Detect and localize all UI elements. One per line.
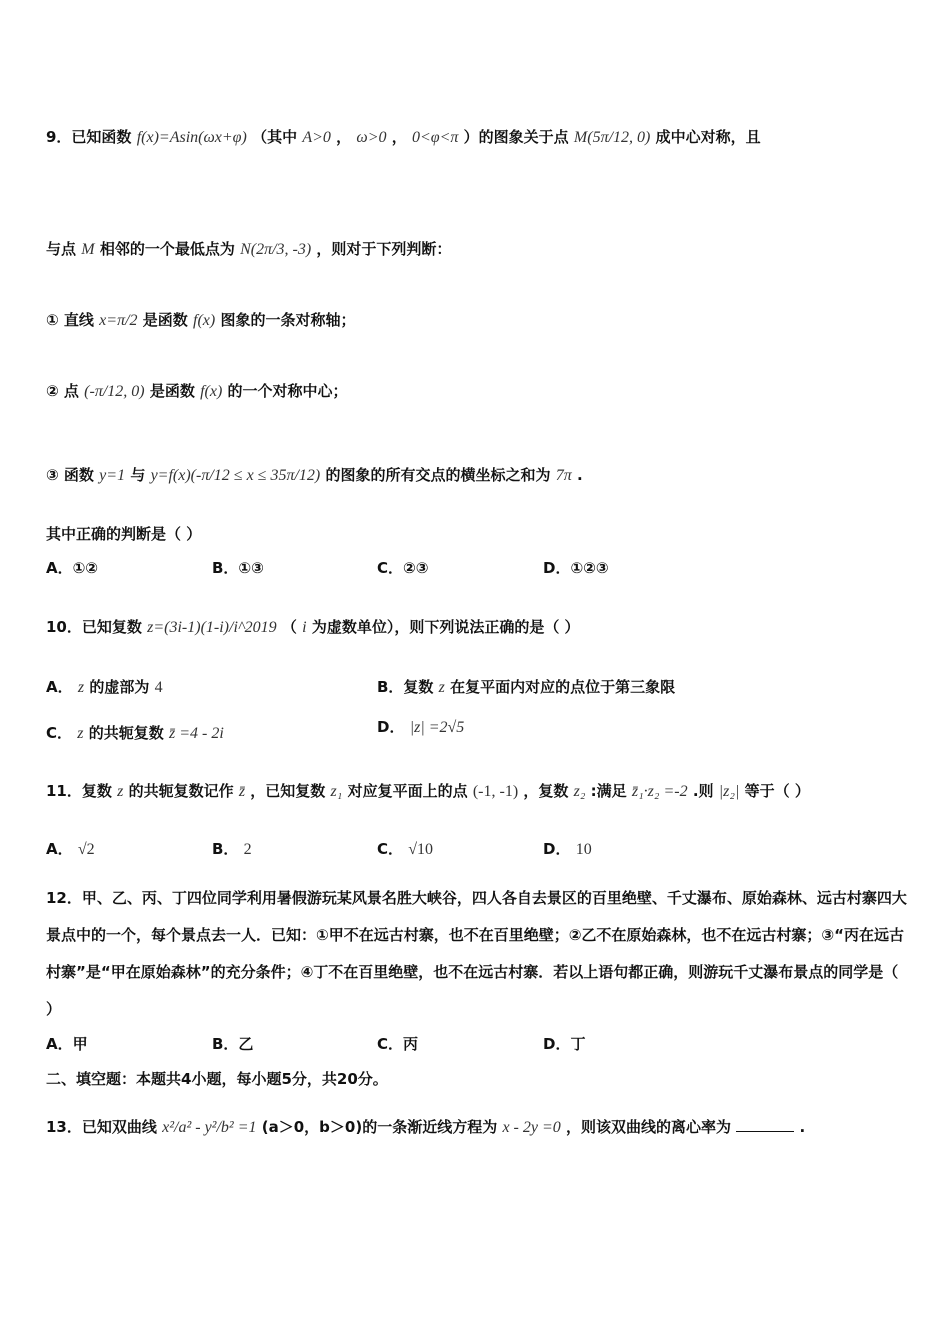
q10-end: 为虚数单位），则下列说法正确的是（ ） (311, 618, 580, 636)
q9-lowest-text: 相邻的一个最低点为 (99, 240, 235, 258)
q11-z1: z₁ (330, 783, 343, 800)
q13-hyperbola-eq: x²/a² - y²/b² =1 (162, 1119, 257, 1136)
q11-option-a-value: √2 (77, 841, 95, 858)
q11-known: ，已知复数 (250, 782, 326, 800)
q11-satisfy: :满足 (590, 782, 627, 800)
q9-judgement-text: ，则对于下列判断： (316, 240, 452, 258)
q9-option-a: A．①② (46, 559, 99, 577)
q11-option-d (543, 838, 592, 861)
q10-option-a-text: 的虚部为 (89, 678, 150, 696)
q9-intro: 9．已知函数 (46, 128, 132, 146)
q9-option-c: C．②③ (377, 559, 429, 577)
q11-equals: 等于（ ） (744, 782, 810, 800)
q11-point-text: 对应复平面上的点 (347, 782, 468, 800)
q10-intro: 10．已知复数 (46, 618, 142, 636)
q9-item3 (46, 464, 583, 487)
q9-item1 (46, 309, 355, 332)
q9-m-label: M (81, 241, 95, 258)
q10-option-c (46, 722, 224, 745)
q9-item1-end: 图象的一条对称轴； (220, 311, 356, 329)
q12-option-d: D．丁 (543, 1035, 586, 1053)
q12-option-c: C．丙 (377, 1035, 419, 1053)
q13-period: . (799, 1118, 806, 1136)
q9-item3-sum-text: 的图象的所有交点的横坐标之和为 (325, 466, 551, 484)
q9-option-b: B．①③ (212, 559, 264, 577)
q9-symmetry-text: ）的图象关于点 (463, 128, 569, 146)
q11-z: z (117, 783, 124, 800)
q9-item3-fx-range: y=f(x)(-π/12 ≤ x ≤ 35π/12) (150, 467, 321, 484)
q13-asymptote: x - 2y =0 (502, 1119, 561, 1136)
q11-complex-text: ，复数 (523, 782, 569, 800)
q11-then: .则 (692, 782, 714, 800)
q10-option-b (377, 676, 675, 699)
q11-option-b-label: B． (212, 840, 239, 858)
q13-cond-text: (a＞0，b＞0)的一条渐近线方程为 (261, 1118, 498, 1136)
q11-option-b (212, 838, 252, 861)
q11-option-c-value: √10 (408, 841, 434, 858)
section-fill-blank-heading: 二、填空题：本题共4小题，每小题5分，共20分。 (46, 1070, 388, 1088)
q9-where: （其中 (252, 128, 298, 146)
q13-intro: 13．已知双曲线 (46, 1118, 157, 1136)
q9-item2 (46, 380, 348, 403)
q11-option-d-value: 10 (575, 841, 592, 858)
q11-conj-text: 的共轭复数记作 (128, 782, 234, 800)
q10-option-d (377, 716, 464, 739)
q9-question: 其中正确的判断是（ ） (46, 525, 202, 543)
q10-option-a-label: A． (46, 678, 73, 696)
q11-option-a (46, 838, 95, 861)
q10-option-c-z: z (77, 725, 84, 742)
q10-option-a (46, 676, 163, 699)
q10-z-formula: z=(3i-1)(1-i)/i^2019 (147, 619, 277, 636)
q11-option-c-label: C． (377, 840, 404, 858)
q10-i: i (302, 619, 307, 636)
q11-point: (-1, -1) (472, 783, 519, 800)
q9-cond-omega: ω>0 (356, 129, 387, 146)
q9-sep2: ， (391, 128, 407, 146)
q9-item2-label: ② 点 (46, 382, 79, 400)
q11-option-a-label: A． (46, 840, 73, 858)
q9-with-point: 与点 (46, 240, 77, 258)
q9-item3-and: 与 (130, 466, 146, 484)
q9-item1-line-eq: x=π/2 (99, 312, 138, 329)
q10-option-b-text: 在复平面内对应的点位于第三象限 (450, 678, 676, 696)
q9-item1-label: ① 直线 (46, 311, 94, 329)
q9-option-d: D．①②③ (543, 559, 609, 577)
q10-option-c-text: 的共轭复数 (88, 724, 164, 742)
q13-answer-blank[interactable] (736, 1117, 794, 1132)
q10-option-b-label: B．复数 (377, 678, 434, 696)
q9-cond-a: A>0 (302, 129, 331, 146)
q9-point-n: N(2π/3, -3) (240, 241, 312, 258)
q12-text: 12．甲、乙、丙、丁四位同学利用暑假游玩某风景名胜大峡谷，四人各自去景区的百里绝壁、千丈瀑布、原始森林、远古村寨四大景点中的一个，每个景点去一人．已知：①甲不在远古村寨，也不在百里绝壁；②乙不在原始森林，也不在远古村寨；③“丙在远古村寨”是“甲在原始森林”的充分条件；④丁不在百里绝壁，也不在远古村寨．若以上语句都正确，则游玩千丈瀑布景点的同学是（ ） (46, 889, 907, 1018)
q10-option-d-label: D． (377, 718, 405, 736)
q11-option-c (377, 838, 433, 861)
q11-option-b-value: 2 (243, 841, 252, 858)
q9-item2-fx: f(x) (200, 383, 223, 400)
q10-option-b-z: z (438, 679, 445, 696)
q10-option-a-value: 4 (154, 679, 163, 696)
q11-intro: 11．复数 (46, 782, 112, 800)
q9-item1-is: 是函数 (142, 311, 188, 329)
q9-sep1: ， (336, 128, 352, 146)
q12-option-b: B．乙 (212, 1035, 254, 1053)
q9-item3-period: . (576, 466, 583, 484)
q13-line (46, 1116, 805, 1139)
q9-item3-7pi: 7π (555, 467, 572, 484)
q9-item1-fx: f(x) (193, 312, 216, 329)
q9-item2-point: (-π/12, 0) (84, 383, 145, 400)
q13-ask: ，则该双曲线的离心率为 (566, 1118, 732, 1136)
q11-condition: z̄₁·z₂ =-2 (631, 783, 688, 800)
q10-paren: （ (281, 618, 297, 636)
q9-line2 (46, 238, 451, 261)
q10-option-c-label: C． (46, 724, 73, 742)
q10-option-a-z: z (77, 679, 85, 696)
q9-item3-y1: y=1 (99, 467, 126, 484)
q9-point-m: M(5π/12, 0) (573, 129, 651, 146)
q11-zbar: z̄ (238, 783, 246, 800)
q9-item3-label: ③ 函数 (46, 466, 94, 484)
q10-line (46, 616, 580, 639)
q9-cond-phi: 0<φ<π (411, 129, 459, 146)
q9-item2-end: 的一个对称中心； (227, 382, 348, 400)
q10-option-d-value: |z| =2√5 (409, 719, 465, 736)
q9-center-text: 成中心对称，且 (655, 128, 761, 146)
q9-line1 (46, 126, 761, 149)
q9-item2-is: 是函数 (149, 382, 195, 400)
q12-option-a: A．甲 (46, 1035, 88, 1053)
q9-function-formula: f(x)=Asin(ωx+φ) (136, 129, 247, 146)
q10-option-c-value: z̄ =4 - 2i (168, 725, 224, 742)
q11-abs-z2: |z₂| (718, 783, 740, 800)
q11-option-d-label: D． (543, 840, 571, 858)
q11-line (46, 780, 810, 803)
q11-z2: z₂ (573, 783, 586, 800)
